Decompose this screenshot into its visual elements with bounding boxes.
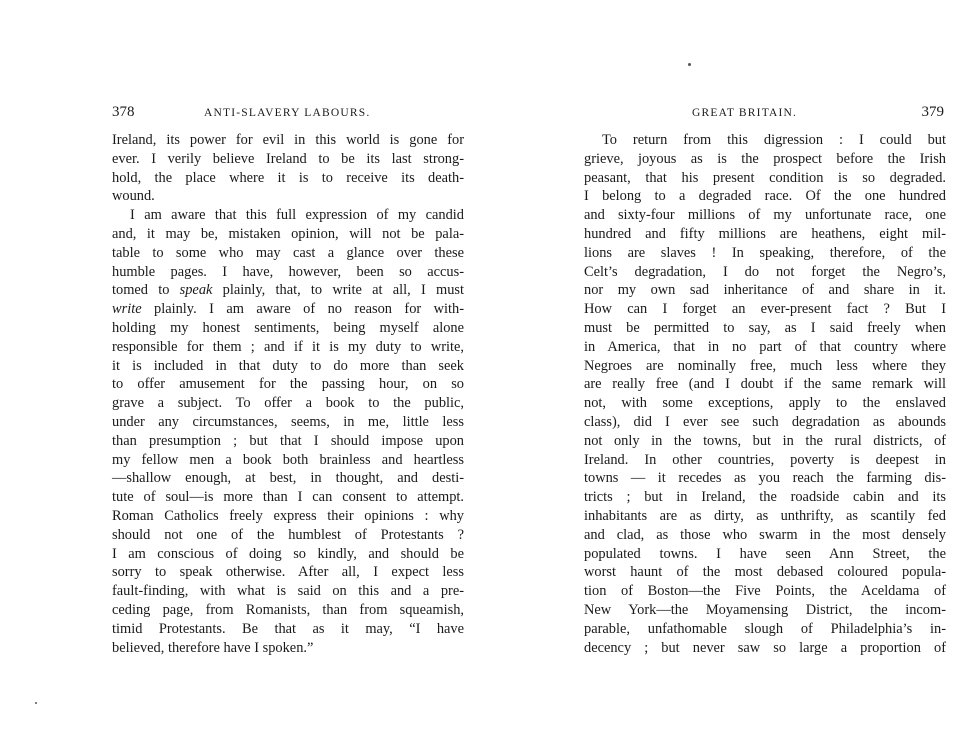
- text-line: responsible for them ; and if it is my duty to write,: [112, 338, 464, 355]
- text-line: parable, unfathomable slough of Philadelphia’s in-: [584, 620, 946, 637]
- text-line: tute of soul—is more than I can consent to attempt.: [112, 489, 464, 506]
- text-line: Roman Catholics freely express their opinions : why: [112, 507, 464, 524]
- text-line: Ireland. In other countries, poverty is deepest in: [584, 451, 946, 468]
- text-line: my fellow men a book both brainless and heartless: [112, 451, 464, 468]
- text-line: Celt’s degradation, I do not forget the Negro’s,: [584, 263, 946, 280]
- text-line: decency ; but never saw so large a proportion of: [584, 639, 946, 656]
- text-line: ever. I verily believe Ireland to be its last strong-: [112, 150, 464, 167]
- text-line: and clad, as those who swarm in the most densely: [584, 526, 946, 543]
- text-line: not, with some exceptions, apply to the enslaved: [584, 395, 946, 412]
- text-line: hold, the place where it is to receive its death-: [112, 169, 464, 186]
- right-page: [490, 0, 980, 744]
- right-body-text: [584, 131, 946, 657]
- text-line: —shallow enough, at best, in thought, and desti-: [112, 470, 464, 487]
- text-line: How can I forget an ever-present fact ? But I: [584, 301, 946, 318]
- text-line: are really free (and I doubt if the same remark will: [584, 376, 946, 393]
- left-running-title: ANTI-SLAVERY LABOURS.: [204, 107, 371, 119]
- text-line: under any circumstances, seems, in me, little less: [112, 413, 464, 430]
- text-line: write plainly. I am aware of no reason for with-: [112, 301, 464, 318]
- text-line: holding my honest sentiments, being myself alone: [112, 319, 464, 336]
- text-line: than presumption ; but that I should impose upon: [112, 432, 464, 449]
- left-running-head: [112, 103, 464, 121]
- right-running-head: [590, 103, 944, 121]
- text-line: Negroes are nominally free, much less where they: [584, 357, 946, 374]
- text-line: class), did I ever see such degradation as abounds: [584, 413, 946, 430]
- text-line: humble pages. I have, however, been so accus-: [112, 263, 464, 280]
- text-line: tricts ; but in Ireland, the roadside cabin and its: [584, 489, 946, 506]
- text-line: tion of Boston—the Five Points, the Aceldama of: [584, 583, 946, 600]
- text-line: in America, that in no part of that country where: [584, 338, 946, 355]
- text-line: I am aware that this full expression of my candid: [130, 207, 464, 224]
- text-line: and, it may be, mistaken opinion, will not be pala-: [112, 225, 464, 242]
- scan-speck: [35, 702, 37, 704]
- text-line: tomed to speak plainly, that, to write at all, I must: [112, 282, 465, 299]
- text-line: ceding page, from Romanists, than from squeamish,: [112, 601, 464, 618]
- text-line: To return from this digression : I could but: [602, 132, 946, 148]
- text-line: not only in the towns, but in the rural districts, of: [584, 432, 946, 449]
- text-line: populated towns. I have seen Ann Street, the: [584, 545, 946, 562]
- text-line: must be permitted to say, as I said freely when: [584, 319, 946, 336]
- text-line: worst haunt of the most debased coloured popula-: [584, 564, 946, 581]
- text-line: believed, therefore have I spoken.”: [112, 639, 314, 656]
- text-line: to offer amusement for the passing hour, on so: [112, 376, 464, 393]
- left-page-number: 378: [112, 104, 135, 120]
- text-line: table to some who may cast a glance over these: [112, 244, 464, 261]
- text-line: grieve, joyous as is the prospect before the Irish: [584, 150, 946, 167]
- text-line: and sixty-four millions of my unfortunate race, one: [584, 207, 946, 224]
- text-line: grave a subject. To offer a book to the public,: [112, 395, 464, 412]
- text-line: New York—the Moyamensing District, the incom-: [584, 601, 946, 618]
- text-line: should not one of the humblest of Protestants ?: [112, 526, 464, 543]
- text-line: it is included in that duty to do more than seek: [112, 357, 464, 374]
- text-line: I belong to a degraded race. Of the one hundred: [584, 188, 946, 205]
- text-line: fault-finding, with what is said on this and a pre-: [112, 583, 464, 600]
- text-line: lions are slaves ! In speaking, therefore, of the: [584, 244, 946, 261]
- scan-speck: [688, 63, 691, 66]
- emphasized-word: speak: [179, 282, 213, 299]
- text-line: Ireland, its power for evil in this world is gone for: [112, 132, 464, 148]
- text-line: sorry to speak otherwise. After all, I expect less: [112, 564, 464, 581]
- text-line: I am conscious of doing so kindly, and should be: [112, 545, 464, 562]
- text-line: timid Protestants. Be that as it may, “I have: [112, 620, 464, 637]
- text-line: inhabitants are as dirty, as unthrifty, as scantily fed: [584, 507, 946, 524]
- text-line: peasant, that his present condition is so degraded.: [584, 169, 946, 186]
- text-line: towns — it recedes as you reach the farming dis-: [584, 470, 946, 487]
- text-line: wound.: [112, 188, 155, 205]
- text-line: hundred and fifty millions are heathens, eight mil-: [584, 225, 946, 242]
- text-line: nor my own sad inheritance of and share in it.: [584, 282, 946, 299]
- emphasized-word: write: [112, 301, 142, 318]
- left-body-text: [112, 131, 464, 657]
- right-page-number: 379: [921, 104, 944, 120]
- right-running-title: GREAT BRITAIN.: [692, 107, 798, 119]
